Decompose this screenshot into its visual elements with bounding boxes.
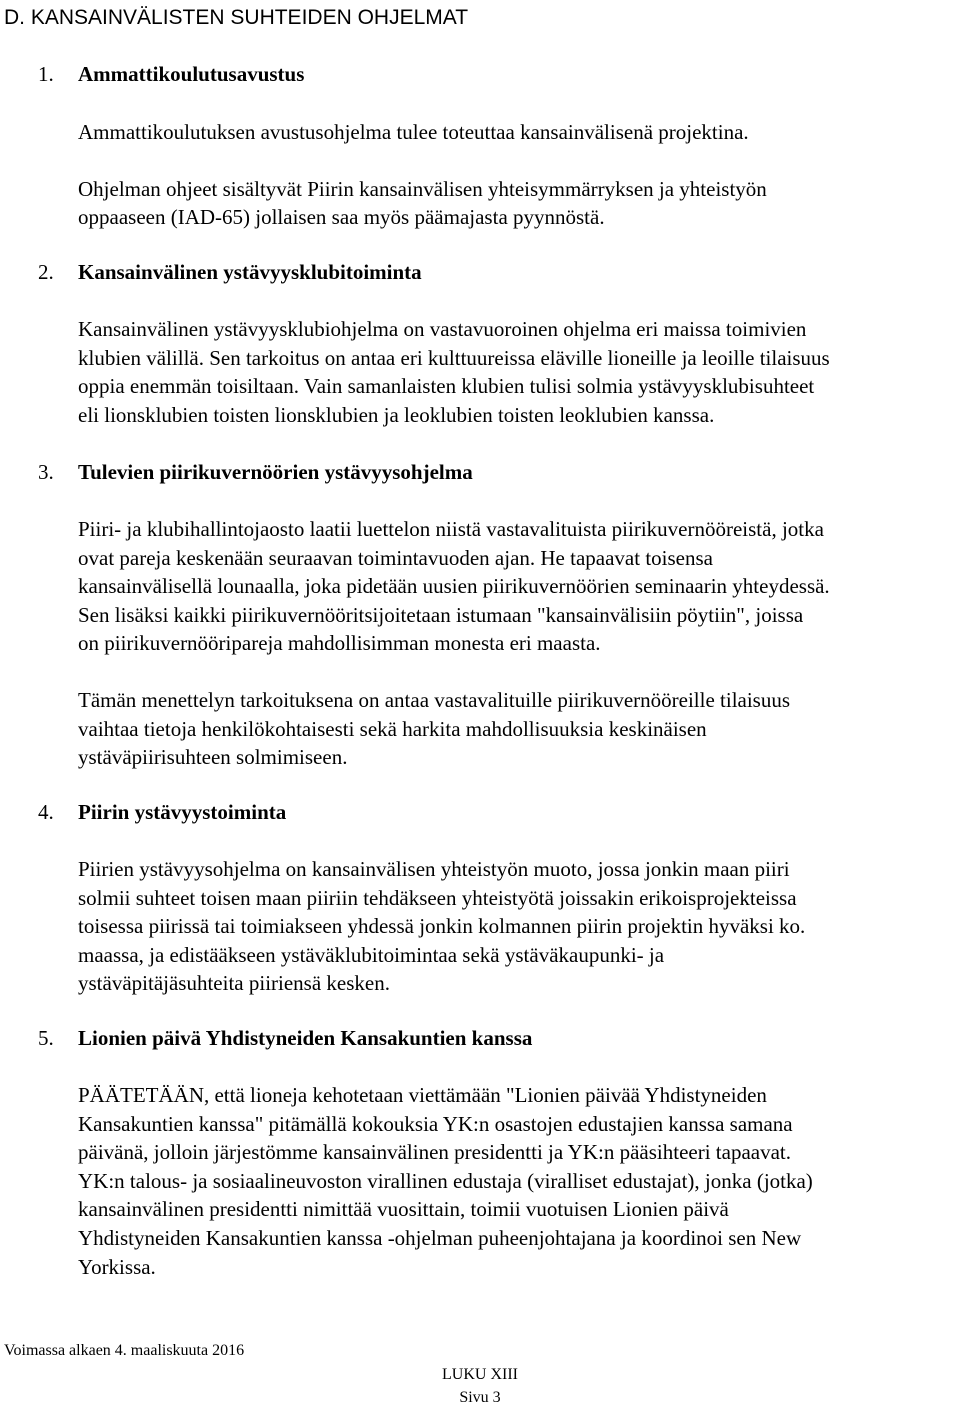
text-line: Sen lisäksi kaikki piirikuvernööritsijoitetaan istumaan "kansainvälisiin pöytiin", joissa xyxy=(78,602,804,627)
text-line: toisessa piirissä tai toimiakseen yhdessä jonkin kolmannen piirin projektin hyväksi ko. xyxy=(78,914,806,939)
page-title: D. KANSAINVÄLISTEN SUHTEIDEN OHJELMAT xyxy=(4,6,469,29)
text-line: PÄÄTETÄÄN, että lioneja kehotetaan viettämään "Lionien päivää Yhdistyneiden xyxy=(78,1083,767,1107)
text-line: Piirien ystävyysohjelma on kansainvälisen yhteistyön muoto, jossa jonkin maan piiri xyxy=(78,857,790,881)
text-line: Ammattikoulutuksen avustusohjelma tulee toteuttaa kansainvälisenä projektina. xyxy=(78,120,749,144)
section-heading xyxy=(0,458,960,486)
paragraph xyxy=(78,175,958,232)
text-line: Piiri- ja klubihallintojaosto laatii luettelon niistä vastavalituista piirikuvernööreistä, jotka xyxy=(78,517,824,541)
section-title: Lionien päivä Yhdistyneiden Kansakuntien kanssa xyxy=(78,1026,533,1050)
section-number: 3. xyxy=(38,460,54,484)
paragraph xyxy=(78,855,958,998)
text-line: oppaaseen (IAD-65) jollaisen saa myös päämajasta pyynnöstä. xyxy=(78,205,605,230)
text-line: maassa, ja edistääkseen ystäväklubitoimintaa sekä ystäväkaupunki- ja xyxy=(78,942,665,967)
section-heading xyxy=(0,798,960,826)
section-2 xyxy=(0,258,960,429)
paragraph xyxy=(78,515,958,658)
section-heading xyxy=(0,258,960,286)
paragraph xyxy=(78,1081,958,1281)
text-line: YK:n talous- ja sosiaalineuvoston virallinen edustaja (viralliset edustajat), jonka (jotka) xyxy=(78,1168,813,1193)
section-title: Piirin ystävyystoiminta xyxy=(78,800,287,824)
text-line: Tämän menettelyn tarkoituksena on antaa vastavalituille piirikuvernööreille tilaisuus xyxy=(78,687,791,712)
text-line: Yhdistyneiden Kansakuntien kanssa -ohjelman puheenjohtajana ja koordinoi sen New xyxy=(78,1225,802,1250)
text-line: Yorkissa. xyxy=(78,1254,156,1279)
section-number: 5. xyxy=(38,1026,54,1050)
text-line: Kansainvälinen ystävyysklubiohjelma on vastavuoroinen ohjelma eri maissa toimivien xyxy=(78,317,807,341)
text-line: eli lionsklubien toisten lionsklubien ja leoklubien toisten leoklubien kanssa. xyxy=(78,402,715,427)
section-5 xyxy=(0,1024,960,1281)
text-line: ystäväpitäjäsuhteita piiriensä kesken. xyxy=(78,971,390,996)
section-3 xyxy=(0,458,960,772)
text-line: oppia enemmän toisiltaan. Vain samanlaisten klubien tulisi solmia ystävyysklubisuhteet xyxy=(78,374,815,399)
text-line: kansainvälinen presidentti nimittää vuosittain, toimii vuotuisen Lionien päivä xyxy=(78,1197,729,1222)
text-line: ystäväpiirisuhteen solmimiseen. xyxy=(78,745,348,770)
text-line: Kansakuntien kanssa" pitämällä kokouksia YK:n osastojen edustajien kanssa samana xyxy=(78,1111,793,1136)
section-title: Ammattikoulutusavustus xyxy=(78,62,305,86)
section-number: 1. xyxy=(38,62,54,86)
section-number: 4. xyxy=(38,800,54,824)
section-title: Tulevien piirikuvernöörien ystävyysohjelma xyxy=(78,460,473,484)
text-line: kansainvälisellä lounaalla, joka pidetään uusien piirikuvernöörien seminaarin yhteydessä. xyxy=(78,574,830,599)
text-line: Ohjelman ohjeet sisältyvät Piirin kansainvälisen yhteisymmärryksen ja yhteistyön xyxy=(78,176,767,201)
footer-valid-from: Voimassa alkaen 4. maaliskuuta 2016 xyxy=(4,1342,245,1359)
paragraph xyxy=(78,118,958,147)
section-number: 2. xyxy=(38,260,54,284)
paragraph xyxy=(78,315,958,429)
section-heading xyxy=(0,1024,960,1052)
section-4 xyxy=(0,798,960,998)
footer-chapter: LUKU XIII xyxy=(442,1366,518,1383)
text-line: on piirikuvernööripareja mahdollisimman monesta eri maasta. xyxy=(78,631,601,656)
footer-page-number: Sivu 3 xyxy=(459,1389,501,1406)
text-line: päivänä, jolloin järjestömme kansainvälinen presidentti ja YK:n pääsihteeri tapaavat. xyxy=(78,1140,791,1165)
paragraph xyxy=(78,686,958,772)
section-title: Kansainvälinen ystävyysklubitoiminta xyxy=(78,260,422,284)
section-1 xyxy=(0,60,960,232)
text-line: ovat pareja keskenään seuraavan toimintavuoden ajan. He tapaavat toisensa xyxy=(78,545,713,570)
text-line: solmii suhteet toisen maan piiriin tehdäkseen yhteistyötä joissakin erikoisprojekteissa xyxy=(78,885,797,910)
text-line: vaihtaa tietoja henkilökohtaisesti sekä harkita mahdollisuuksia keskinäisen xyxy=(78,716,707,741)
text-line: klubien välillä. Sen tarkoitus on antaa eri kulttuureissa eläville lioneille ja leoille tilaisuus xyxy=(78,345,830,370)
section-heading xyxy=(0,60,960,88)
